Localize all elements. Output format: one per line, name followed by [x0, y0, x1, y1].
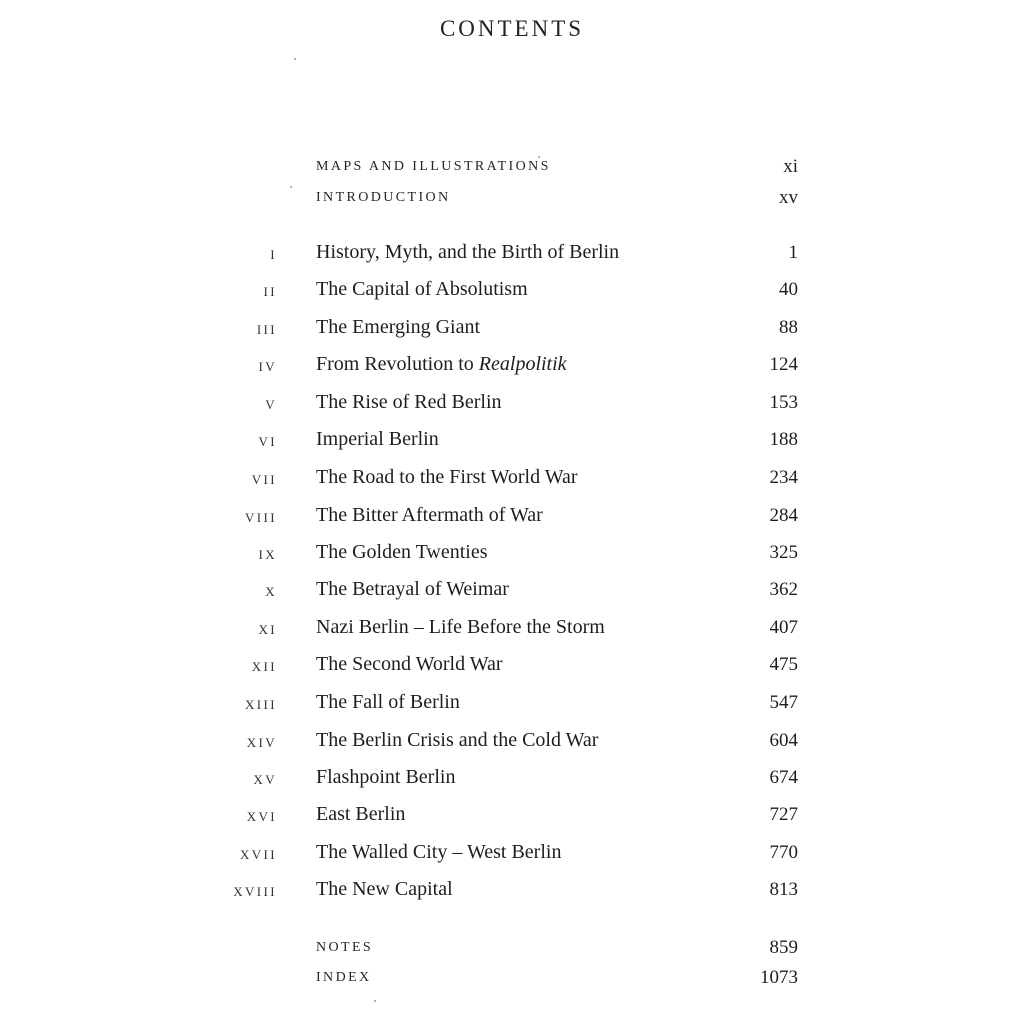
chapter-page: 407 [769, 617, 798, 638]
chapter-page: 284 [769, 505, 798, 526]
chapter-title: The Emerging Giant [316, 316, 481, 338]
chapter-numeral: V [265, 397, 277, 412]
chapter-title: The Golden Twenties [316, 541, 488, 563]
chapter-numeral: XVI [246, 809, 277, 824]
chapter-numeral: XVII [239, 847, 277, 862]
toc-chapter-entry [0, 541, 1024, 571]
chapter-numeral: VI [258, 434, 277, 449]
toc-chapter-entry [0, 466, 1024, 496]
chapter-title-italic: Realpolitik [478, 353, 567, 375]
scan-speck [290, 186, 292, 188]
chapter-numeral: XV [253, 772, 277, 787]
chapter-title: The New Capital [316, 878, 453, 900]
toc-chapter-entry [0, 653, 1024, 683]
scan-speck [374, 1000, 376, 1002]
chapter-page: 88 [779, 317, 798, 338]
toc-entry-title: NOTES [316, 940, 374, 955]
chapter-page: 813 [769, 879, 798, 900]
toc-chapter-entry [0, 578, 1024, 608]
toc-entry-page: xi [783, 156, 798, 177]
chapter-title: History, Myth, and the Birth of Berlin [316, 241, 620, 263]
chapter-numeral: VII [251, 472, 277, 487]
chapter-title: The Capital of Absolutism [316, 278, 528, 300]
toc-chapter-entry [0, 878, 1024, 908]
toc-chapter-entry [0, 316, 1024, 346]
chapter-numeral: X [265, 584, 277, 599]
chapter-page: 325 [769, 542, 798, 563]
toc-entry-page: xv [779, 187, 798, 208]
chapter-page: 727 [769, 804, 798, 825]
toc-entry-page: 859 [769, 937, 798, 958]
chapter-page: 547 [769, 692, 798, 713]
toc-entry-title: INDEX [316, 970, 372, 985]
chapter-numeral: XIV [246, 735, 277, 750]
chapter-page: 674 [769, 767, 798, 788]
chapter-title: The Fall of Berlin [316, 691, 460, 713]
toc-entry-title: MAPS AND ILLUSTRATIONS [316, 159, 551, 174]
toc-chapter-entry [0, 803, 1024, 833]
chapter-title-text: From Revolution to [316, 353, 479, 375]
toc-entry-title: INTRODUCTION [316, 190, 451, 205]
chapter-title: Nazi Berlin – Life Before the Storm [316, 616, 605, 638]
toc-chapter-entry [0, 766, 1024, 796]
toc-back-entry [0, 966, 1024, 996]
page-title: CONTENTS [439, 16, 585, 41]
chapter-numeral: VIII [245, 510, 277, 525]
chapter-numeral: XIII [245, 697, 277, 712]
toc-chapter-entry [0, 241, 1024, 271]
chapter-numeral: I [270, 247, 277, 262]
toc-back-entry [0, 936, 1024, 966]
toc-chapter-entry [0, 353, 1024, 383]
scan-speck [538, 156, 540, 158]
chapter-title: The Berlin Crisis and the Cold War [316, 729, 599, 751]
chapter-numeral: IV [258, 359, 277, 374]
chapter-title: The Betrayal of Weimar [316, 578, 509, 600]
chapter-numeral: XII [251, 659, 277, 674]
chapter-title: The Rise of Red Berlin [316, 391, 502, 413]
toc-chapter-entry [0, 729, 1024, 759]
chapter-page: 153 [769, 392, 798, 413]
chapter-title: Imperial Berlin [316, 428, 439, 450]
toc-front-entry [0, 155, 1024, 185]
chapter-title: The Walled City – West Berlin [316, 841, 562, 863]
chapter-numeral: IX [258, 547, 277, 562]
chapter-title: East Berlin [316, 803, 406, 825]
chapter-page: 604 [769, 730, 798, 751]
chapter-title: Flashpoint Berlin [316, 766, 456, 788]
toc-chapter-entry [0, 691, 1024, 721]
toc-chapter-entry [0, 428, 1024, 458]
chapter-title: The Road to the First World War [316, 466, 578, 488]
chapter-numeral: XVIII [233, 884, 277, 899]
chapter-page: 362 [769, 579, 798, 600]
toc-chapter-entry [0, 616, 1024, 646]
toc-chapter-entry [0, 504, 1024, 534]
chapter-title: The Bitter Aftermath of War [316, 504, 543, 526]
chapter-page: 770 [769, 842, 798, 863]
chapter-page: 40 [779, 279, 798, 300]
chapter-page: 475 [769, 654, 798, 675]
chapter-page: 234 [769, 467, 798, 488]
toc-chapter-entry [0, 841, 1024, 871]
chapter-numeral: III [256, 322, 277, 337]
toc-chapter-entry [0, 278, 1024, 308]
chapter-page: 188 [769, 429, 798, 450]
chapter-numeral: XI [258, 622, 277, 637]
chapter-title: The Second World War [316, 653, 503, 675]
scan-speck [294, 58, 296, 60]
toc-entry-page: 1073 [760, 967, 798, 988]
chapter-numeral: II [263, 284, 277, 299]
chapter-page: 1 [788, 242, 798, 263]
toc-front-entry [0, 186, 1024, 216]
toc-chapter-entry [0, 391, 1024, 421]
chapter-page: 124 [769, 354, 798, 375]
chapter-title [316, 353, 567, 376]
